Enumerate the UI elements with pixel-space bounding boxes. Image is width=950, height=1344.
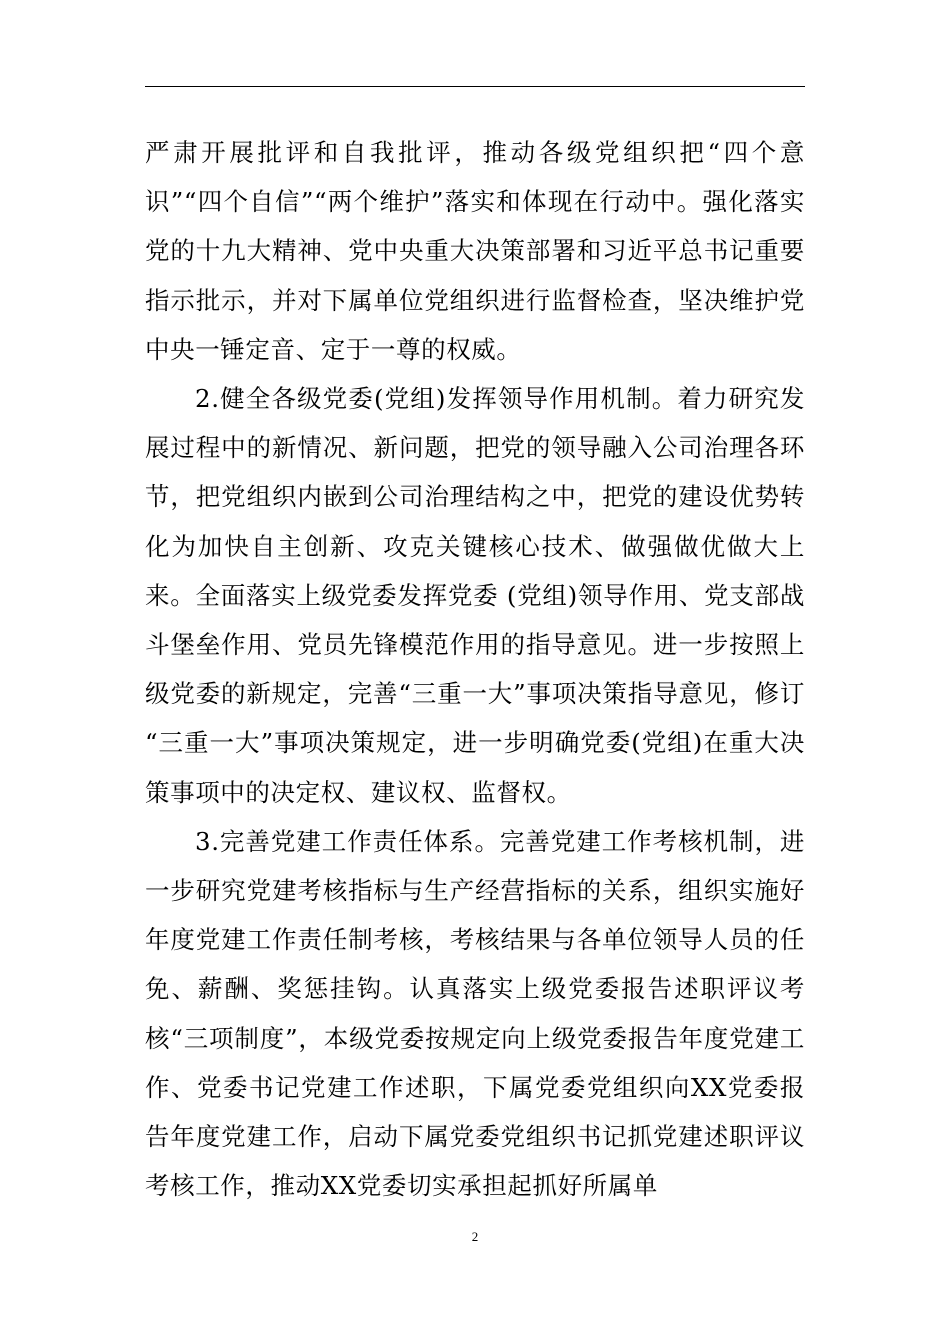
document-body [145,128,805,1210]
page-number: 2 [471,1229,479,1244]
paragraph-responsibility-system: 3.完善党建工作责任体系。完善党建工作考核机制，进一步研究党建考核指标与生产经营指标的关系，组织实施好年度党建工作责任制考核，考核结果与各单位领导人员的任免、薪酬、奖惩挂钩。认真落实上级党委报告述职评议考核“三项制度”，本级党委按规定向上级党委报告年度党建工作、党委书记党建工作述职，下属党委党组织向XX党委报告年度党建工作，启动下属党委党组织书记抓党建述职评议考核工作，推动XX党委切实承担起抓好所属单 [145,826,805,1201]
paragraph-leadership-mechanism: 2.健全各级党委(党组)发挥领导作用机制。着力研究发展过程中的新情况、新问题，把党的领导融入公司治理各环节，把党组织内嵌到公司治理结构之中，把党的建设优势转化为加快自主创新、攻克关键核心技术、做强做优做大上来。全面落实上级党委发挥党委 (党组)领导作用、党支部战斗堡垒作用、党员先锋模范作用的指导意见。进一步按照上级党委的新规定，完善“三重一大”事项决策指导意见，修订 “三重一大”事项决策规定，进一步明确党委(党组)在重大决策事项中的决定权、建议权、监督权。 [145,384,805,807]
paragraph-continuation: 严肃开展批评和自我批评，推动各级党组织把“四个意识”“四个自信”“两个维护”落实和体现在行动中。强化落实党的十九大精神、党中央重大决策部署和习近平总书记重要指示批示，并对下属单位党组织进行监督检查，坚决维护党中央一锤定音、定于一尊的权威。 [145,138,805,364]
header-rule [145,86,805,87]
